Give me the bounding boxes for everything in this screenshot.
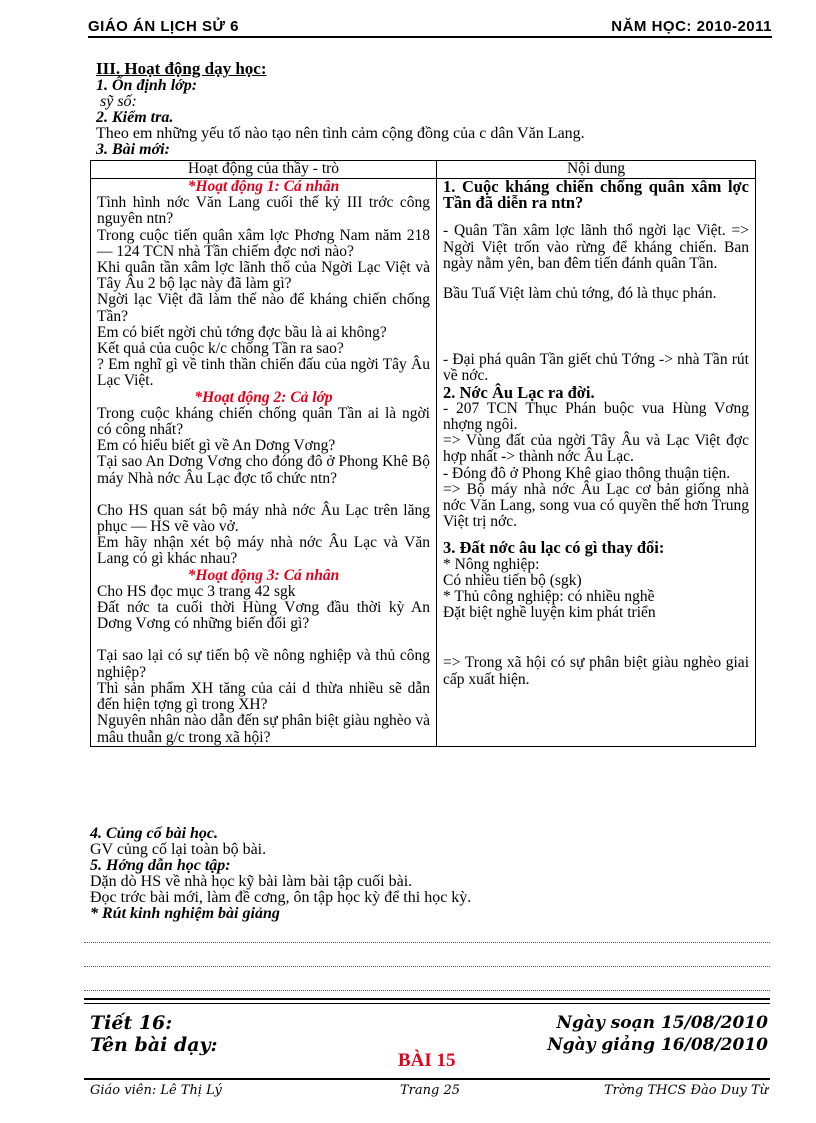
question: Tình hình nớc Văn Lang cuối thế kỷ III trớc công nguyên ntn? xyxy=(97,194,430,228)
question: Tại sao lại có sự tiến bộ về nông nghiệp và thủ công nghiệp? xyxy=(97,647,430,681)
page-header xyxy=(88,16,772,38)
question: Trong cuộc kháng chiến chống quân Tần ai là ngời có công nhất? xyxy=(97,404,430,439)
teaching-date: Ngày giảng 16/08/2010 xyxy=(547,1035,768,1055)
section-title: III. Hoạt động dạy học: xyxy=(96,59,267,78)
lesson-content xyxy=(437,179,756,747)
content-item: - Đại phá quân Tần giết chủ Tớng -> nhà Tần rút về nớc. xyxy=(443,351,749,385)
step-2-title: 2. Kiểm tra. xyxy=(96,109,174,126)
header-content: Nội dung xyxy=(437,161,756,179)
content-item: * Nông nghiệp: xyxy=(443,555,540,573)
lesson-name-label: Tên bài dạy: xyxy=(90,1034,218,1056)
question: Kết quả của cuộc k/c chống Tần ra sao? xyxy=(97,340,344,358)
header-teacher-student: Hoạt động của thầy - trò xyxy=(91,161,437,179)
footer-school: Trờng THCS Đào Duy Từ xyxy=(603,1083,768,1098)
step-5-line-2: Đọc trớc bài mới, làm đề cơng, ôn tập học kỳ để thi học kỳ. xyxy=(90,889,472,906)
step-1-body: sỹ số: xyxy=(100,93,137,110)
content-item: - Đóng đô ở Phong Khê giao thông thuận tiện. xyxy=(443,464,731,482)
question: Em hãy nhận xét bộ máy nhà nớc Âu Lạc và Văn Lang có gì khác nhau? xyxy=(97,534,430,568)
question: Đất nớc ta cuối thời Hùng Vơng đầu thời kỳ An Dơng Vơng có những biến đổi gì? xyxy=(97,599,430,633)
content-item: => Bộ máy nhà nớc Âu Lạc cơ bản giống nhà nớc Văn Lang, song vua có quyền thế hơn Trung Việt trị nớc. xyxy=(443,480,749,531)
table-header-row xyxy=(91,161,756,179)
content-item: Bầu Tuấ Việt làm chủ tớng, đó là thục phán. xyxy=(443,285,717,303)
footer-teacher: Giáo viên: Lê Thị Lý xyxy=(90,1083,222,1098)
content-item: - Quân Tần xâm lợc lãnh thổ ngời lạc Việt. => Ngời Việt trốn vào rừng để kháng chiến. Ban ngày nằm yên, ban đêm tiến đánh quân Tần. xyxy=(443,222,749,272)
step-5-line-1: Dặn dò HS về nhà học kỹ bài làm bài tập cuối bài. xyxy=(90,873,413,890)
intro-section xyxy=(96,60,756,158)
question: Cho HS quan sát bộ máy nhà nớc Âu Lạc trên lăng phục — HS vẽ vào vở. xyxy=(97,501,430,536)
step-3-title: 3. Bài mới: xyxy=(96,141,170,158)
dotted-line xyxy=(84,990,770,991)
content-item: => Trong xã hội có sự phân biệt giàu nghèo giai cấp xuất hiện. xyxy=(443,654,749,688)
activity-3-heading: *Hoạt động 3: Cá nhân xyxy=(187,566,340,584)
step-4-body: GV củng cố lại toàn bộ bài. xyxy=(90,841,267,858)
step-4-title: 4. Củng cố bài học. xyxy=(90,825,219,842)
lesson-number: BÀI 15 xyxy=(398,1050,456,1071)
table-row xyxy=(91,179,756,747)
footer-page-number: Trang 25 xyxy=(400,1083,461,1098)
question: Trong cuộc tiến quân xâm lợc Phơng Nam năm 218 — 124 TCN nhà Tần chiếm đợc nơi nào? xyxy=(97,226,430,260)
lesson-period: Tiết 16: xyxy=(90,1012,173,1034)
question: ? Em nghĩ gì về tinh thần chiến đấu của ngời Tây Âu Lạc Việt. xyxy=(97,356,430,390)
activity-1-heading: *Hoạt động 1: Cá nhân xyxy=(187,178,340,195)
step-2-body: Theo em những yếu tố nào tạo nên tình cảm cộng đồng của c dân Văn Lang. xyxy=(96,125,585,142)
activity-2-heading: *Hoạt động 2: Cả lớp xyxy=(194,388,333,406)
content-heading-1: 1. Cuộc kháng chiến chống quân xâm lợc Tần đã diễn ra ntn? xyxy=(443,177,749,213)
preparation-date: Ngày soạn 15/08/2010 xyxy=(556,1013,768,1033)
content-item: Đặt biệt nghề luyện kim phát triển xyxy=(443,604,656,622)
question: Nguyên nhân nào dẫn đến sự phân biệt giàu nghèo và mâu thuẫn g/c trong xã hội? xyxy=(97,712,430,746)
question: Thì sản phẩm XH tăng của cải d thừa nhiều sẽ dẫn đến hiện tợng gì trong XH? xyxy=(97,679,430,714)
header-school-year: NĂM HỌC: 2010-2011 xyxy=(611,18,772,35)
content-heading-2: 2. Nớc Âu Lạc ra đời. xyxy=(443,382,595,402)
experience-notes-title: * Rút kinh nghiệm bài giảng xyxy=(90,905,280,922)
section-divider xyxy=(84,998,770,1004)
question: Em có hiểu biết gì về An Dơng Vơng? xyxy=(97,437,336,455)
question: Khi quân tần xâm lợc lãnh thổ của Ngời Lạc Việt và Tây Âu 2 bộ lạc này đã làm gì? xyxy=(97,259,430,293)
closing-section xyxy=(90,826,750,922)
content-item: - 207 TCN Thục Phán buộc vua Hùng Vơng nhợng ngôi. xyxy=(443,399,749,434)
dotted-line xyxy=(84,942,770,943)
question: Tại sao An Dơng Vơng cho đóng đô ở Phong Khê Bộ máy Nhà nớc Âu Lạc đợc tổ chức ntn? xyxy=(97,453,430,487)
lesson-period-block xyxy=(90,1012,218,1056)
step-1-title: 1. Ổn định lớp: xyxy=(96,77,198,94)
question: Em có biết ngời chủ tớng đợc bầu là ai không? xyxy=(97,323,387,341)
header-subject: GIÁO ÁN LỊCH SỬ 6 xyxy=(88,18,239,35)
content-heading-3: 3. Đất nớc âu lạc có gì thay đổi: xyxy=(443,538,665,558)
content-item: * Thủ công nghiệp: có nhiều nghề xyxy=(443,588,655,606)
lesson-table xyxy=(90,160,756,747)
content-item: => Vùng đất của ngời Tây Âu và Lạc Việt đợc hợp nhất -> thành nớc Âu Lạc. xyxy=(443,432,749,466)
step-5-title: 5. Hớng dẫn học tập: xyxy=(90,857,231,874)
dotted-line xyxy=(84,966,770,967)
question: Ngời lạc Việt đã làm thế nào để kháng chiến chống Tần? xyxy=(97,291,430,325)
content-item: Có nhiều tiến bộ (sgk) xyxy=(443,571,582,589)
footer-divider xyxy=(84,1078,770,1080)
teacher-activities xyxy=(91,179,437,747)
dates-block xyxy=(547,1012,768,1056)
question: Cho HS đọc mục 3 trang 42 sgk xyxy=(97,582,296,600)
